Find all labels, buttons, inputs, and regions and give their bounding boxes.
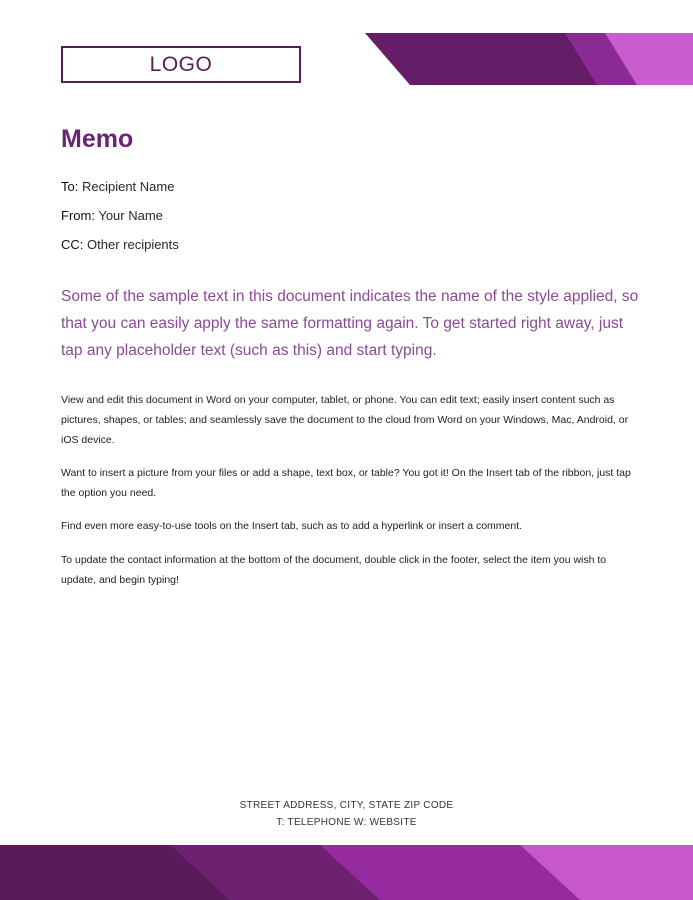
cc-line xyxy=(61,236,179,254)
footer-address: STREET ADDRESS, CITY, STATE ZIP CODE xyxy=(239,800,454,811)
footer-phone-website: T: TELEPHONE W: WEBSITE xyxy=(276,817,417,828)
to-value[interactable]: Recipient Name xyxy=(81,179,175,194)
to-line xyxy=(61,178,174,196)
header-band-dark xyxy=(365,33,605,85)
body-paragraph-2[interactable]: Want to insert a picture from your files or add a shape, text box, or table? You got it! On the Insert tab of the ribbon, just tap the option you need. xyxy=(61,467,631,499)
to-label: To: xyxy=(61,179,79,194)
memo-title: Memo xyxy=(61,125,134,153)
logo-placeholder[interactable] xyxy=(61,46,301,83)
body-paragraph-1[interactable]: View and edit this document in Word on your computer, tablet, or phone. You can edit text; easily insert content such as pictures, shapes, or tables; and seamlessly save the document to the cloud from Word on your Windows, Mac, Android, or iOS device. xyxy=(61,394,629,446)
from-label: From: xyxy=(61,208,95,223)
logo-text: LOGO xyxy=(149,52,213,76)
footer-decorative-band xyxy=(0,845,693,900)
from-line xyxy=(61,207,163,225)
from-value[interactable]: Your Name xyxy=(98,208,163,223)
cc-value[interactable]: Other recipients xyxy=(87,237,179,252)
header-decorative-band xyxy=(365,33,693,85)
intro-paragraph[interactable]: Some of the sample text in this document indicates the name of the style applied, so that you can easily apply the same formatting again. To get started right away, just tap any placeholder text (such as this) and start typing. xyxy=(61,288,639,359)
body-paragraph-3[interactable]: Find even more easy-to-use tools on the Insert tab, such as to add a hyperlink or insert a comment. xyxy=(61,520,523,532)
cc-label: CC: xyxy=(61,237,84,252)
footer-contact[interactable] xyxy=(0,797,693,831)
body-paragraph-4[interactable]: To update the contact information at the bottom of the document, double click in the footer, select the item you wish to update, and begin typing! xyxy=(61,554,607,586)
